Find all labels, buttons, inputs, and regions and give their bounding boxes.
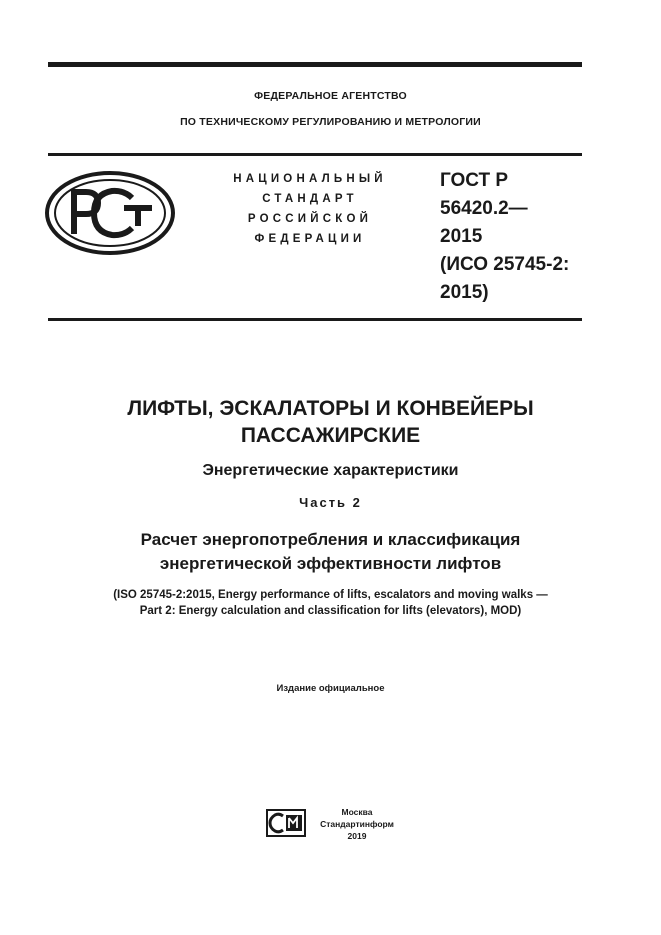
gost-line-2: 56420.2— xyxy=(440,198,528,219)
top-rule xyxy=(48,62,582,67)
publisher-year: 2019 xyxy=(347,831,367,841)
publisher-name: Стандартинформ xyxy=(320,819,394,829)
rst-certification-logo-icon xyxy=(44,170,176,256)
part-title-line-2: энергетической эффективности лифтов xyxy=(159,554,502,573)
title-line-1: ЛИФТЫ, ЭСКАЛАТОРЫ И КОНВЕЙЕРЫ xyxy=(127,397,534,420)
publisher-city: Москва xyxy=(341,807,373,817)
gost-number xyxy=(440,167,569,307)
agency-line-2: ПО ТЕХНИЧЕСКОМУ РЕГУЛИРОВАНИЮ И МЕТРОЛОГИИ xyxy=(180,116,481,128)
subtitle: Энергетические характеристики xyxy=(202,462,459,479)
gost-line-1: ГОСТ Р xyxy=(440,170,509,191)
national-standard-line-1: НАЦИОНАЛЬНЫЙ xyxy=(233,173,387,185)
standartinform-logo-icon xyxy=(266,809,306,837)
national-standard-line-2: СТАНДАРТ xyxy=(262,193,358,205)
part-label: Часть 2 xyxy=(299,495,362,510)
header-rule xyxy=(48,153,582,156)
gost-line-3: 2015 xyxy=(440,226,483,247)
national-standard-line-3: РОССИЙСКОЙ xyxy=(247,213,373,225)
edition-label: Издание официальное xyxy=(276,683,385,694)
agency-line-1: ФЕДЕРАЛЬНОЕ АГЕНТСТВО xyxy=(254,90,407,102)
gost-line-4: (ИСО 25745-2: xyxy=(440,254,570,275)
iso-reference-line-2: Part 2: Energy calculation and classification for lifts (elevators), MOD) xyxy=(139,605,522,617)
iso-reference-line-1: (ISO 25745-2:2015, Energy performance of lifts, escalators and moving walks — xyxy=(113,589,548,601)
divider-rule xyxy=(48,318,582,321)
gost-line-5: 2015) xyxy=(440,282,489,303)
national-standard-line-4: ФЕДЕРАЦИИ xyxy=(254,233,366,245)
part-title-line-1: Расчет энергопотребления и классификация xyxy=(140,530,521,549)
title-line-2: ПАССАЖИРСКИЕ xyxy=(240,424,421,447)
